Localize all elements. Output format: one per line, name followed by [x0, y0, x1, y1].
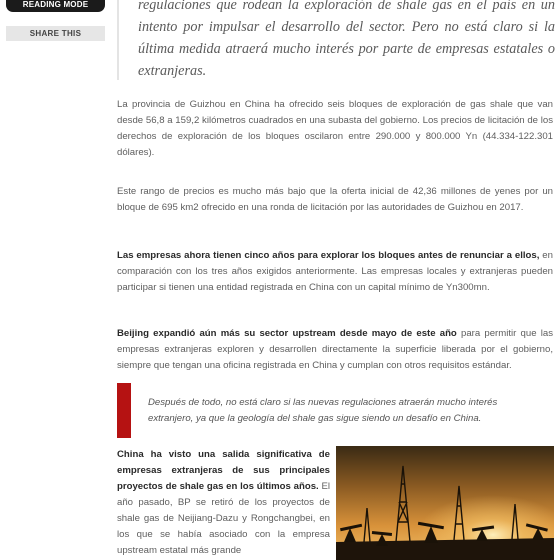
article-paragraph-1: La provincia de Guizhou en China ha ofrecido seis bloques de exploración de gas shale que van desde 56,8 a 159,2 kilómetros cuadrados en una subasta del gobierno. Los precios de licitación de los derechos de exploración de los bloques oscilaron entre 290.000 y 800.000 Yn (44.334-122.301 dólares). [117, 99, 553, 158]
oil-field-photo [336, 446, 554, 560]
pull-quote-text: regulaciones que rodean la exploración de shale gas en el país en un intento por impulsar el desarrollo del sector. Pero no está claro si la última medida atraerá mucho interés por parte de empresas estatales o extranjeras. [138, 0, 555, 79]
article-paragraph-2: Este rango de precios es mucho más bajo que la oferta inicial de 42,36 millones de yenes por un bloque de 695 km2 ofrecido en una ronda de licitación por las autoridades de Guizhou en 2017. [117, 186, 553, 213]
callout-accent-bar [117, 383, 131, 438]
article-paragraph-5 [117, 447, 330, 559]
callout-quote [117, 383, 553, 438]
pull-quote [117, 0, 555, 80]
article-paragraph-4 [117, 326, 553, 374]
paragraph-4-body: para permitir que las empresas extranjeras exploren y desarrollen directamente la superficie liberada por el gobierno, siempre que tengan una oficina registrada en China y cumplan con otros requisitos estándar. [117, 328, 554, 371]
paragraph-3-lead: Las empresas ahora tienen cinco años para explorar los bloques antes de renunciar a ellos, [117, 250, 540, 261]
paragraph-5-body: El año pasado, BP se retiró de los proyectos de shale gas de Neijiang-Dazu y Rongchangbei, en los que se había asociado con la empresa upstream estatal más grande [117, 481, 330, 556]
paragraph-4-lead: Beijing expandió aún más su sector upstream desde mayo de este año [117, 328, 457, 339]
article-paragraph-3 [117, 248, 553, 296]
reading-mode-button[interactable]: READING MODE [6, 0, 105, 12]
paragraph-5-lead: China ha visto una salida significativa de empresas extranjeras de sus principales proyectos de shale gas en los últimos años. [117, 449, 330, 492]
callout-text: Después de todo, no está claro si las nuevas regulaciones atraerán mucho interés extranjero, ya que la geología del shale gas sigue siendo un desafío en China. [148, 397, 498, 424]
paragraph-3-body: en comparación con los tres años exigidos anteriormente. Las empresas locales y extranjeras pueden participar si tienen una entidad registrada en China con un capital mínimo de Yn300mn. [117, 250, 553, 293]
share-button[interactable]: SHARE THIS [6, 26, 105, 41]
oil-field-sunset-image [336, 446, 554, 560]
